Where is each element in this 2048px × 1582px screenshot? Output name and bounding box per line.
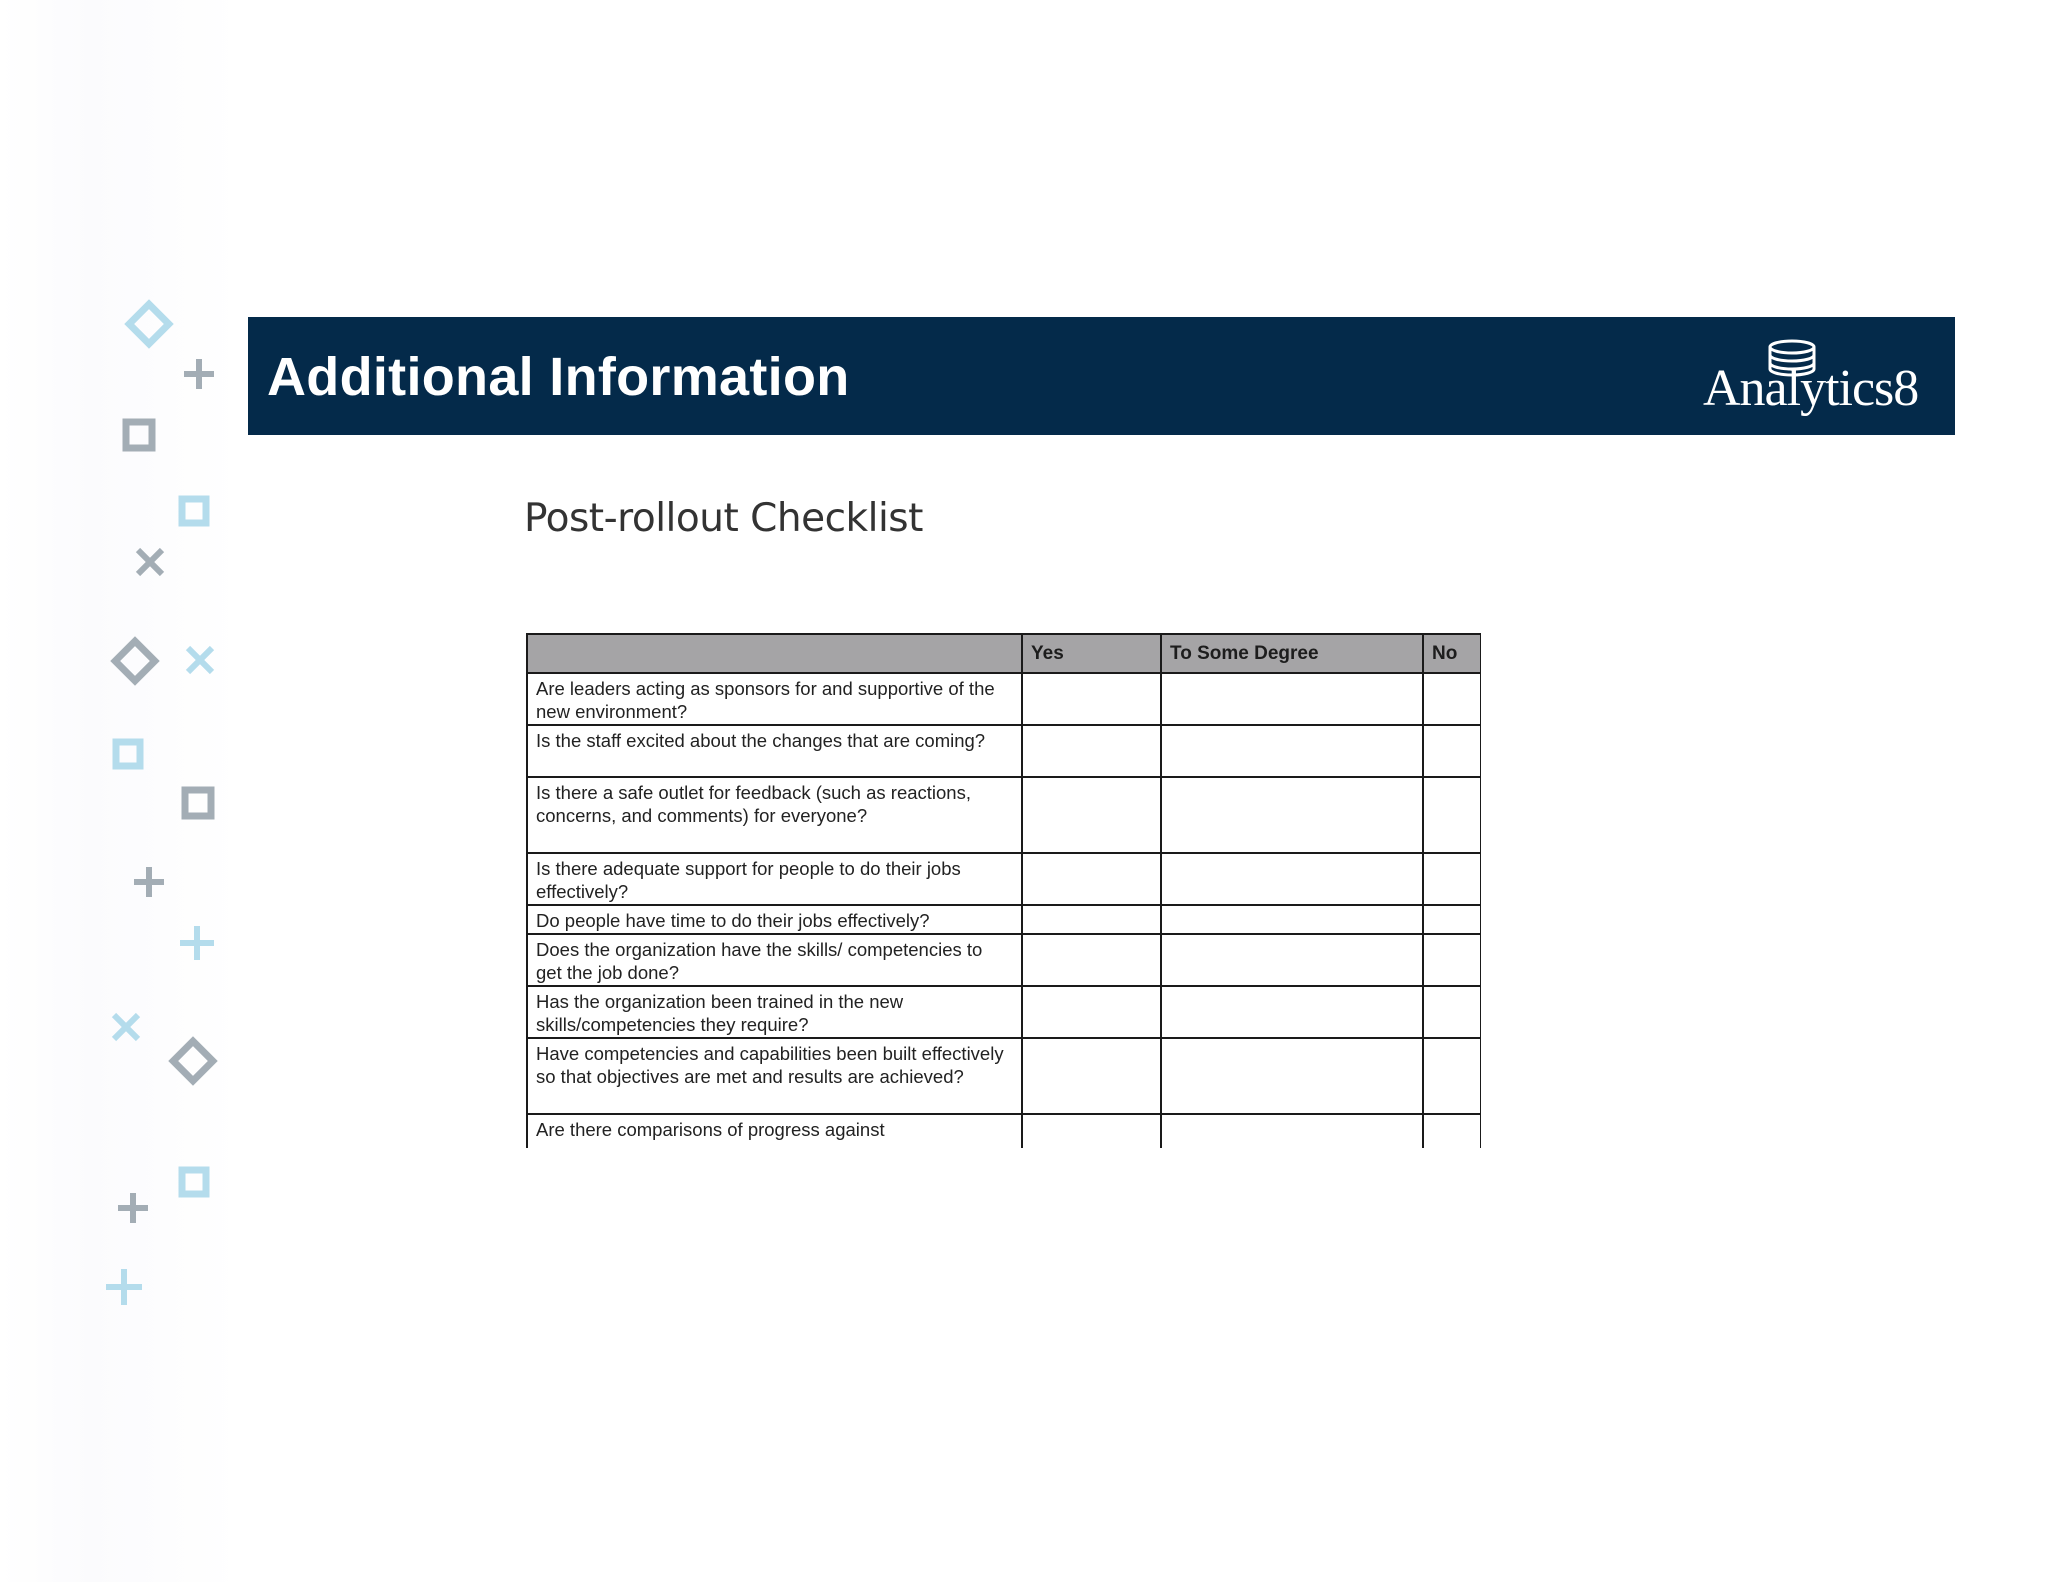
decorative-shapes bbox=[90, 290, 270, 1340]
table-row bbox=[527, 986, 1481, 1038]
yes-cell[interactable] bbox=[1022, 1114, 1161, 1148]
table-header-row bbox=[527, 634, 1481, 673]
diamond-icon bbox=[129, 304, 169, 344]
yes-cell[interactable] bbox=[1022, 777, 1161, 853]
page-title: Additional Information bbox=[267, 347, 850, 407]
column-header-no: No bbox=[1423, 634, 1481, 673]
question-cell: Has the organization been trained in the new skills/competencies they require? bbox=[527, 986, 1022, 1038]
logo-text: Analytics8 bbox=[1703, 360, 1919, 417]
yes-cell[interactable] bbox=[1022, 853, 1161, 905]
no-cell[interactable] bbox=[1423, 673, 1481, 725]
yes-cell[interactable] bbox=[1022, 934, 1161, 986]
no-cell[interactable] bbox=[1423, 1038, 1481, 1114]
square-icon bbox=[116, 742, 140, 766]
header-bar bbox=[248, 317, 1955, 435]
plus-icon bbox=[180, 926, 214, 960]
yes-cell[interactable] bbox=[1022, 1038, 1161, 1114]
yes-cell[interactable] bbox=[1022, 986, 1161, 1038]
table-row bbox=[527, 673, 1481, 725]
table-row bbox=[527, 1038, 1481, 1114]
table-row bbox=[527, 777, 1481, 853]
table-row bbox=[527, 725, 1481, 777]
question-cell: Are leaders acting as sponsors for and supportive of the new environment? bbox=[527, 673, 1022, 725]
question-cell: Are there comparisons of progress against bbox=[527, 1114, 1022, 1148]
column-header-some-degree: To Some Degree bbox=[1161, 634, 1423, 673]
plus-icon bbox=[184, 359, 214, 389]
column-header-question bbox=[527, 634, 1022, 673]
some-degree-cell[interactable] bbox=[1161, 905, 1423, 934]
plus-icon bbox=[118, 1193, 148, 1223]
yes-cell[interactable] bbox=[1022, 673, 1161, 725]
square-icon bbox=[126, 422, 152, 448]
no-cell[interactable] bbox=[1423, 777, 1481, 853]
analytics8-logo bbox=[1703, 339, 1919, 419]
no-cell[interactable] bbox=[1423, 905, 1481, 934]
table-row bbox=[527, 1114, 1481, 1148]
x-icon bbox=[188, 648, 212, 672]
diamond-icon bbox=[173, 1041, 213, 1081]
question-cell: Is the staff excited about the changes that are coming? bbox=[527, 725, 1022, 777]
question-cell: Is there adequate support for people to do their jobs effectively? bbox=[527, 853, 1022, 905]
some-degree-cell[interactable] bbox=[1161, 853, 1423, 905]
square-icon bbox=[185, 790, 211, 816]
section-title: Post-rollout Checklist bbox=[524, 496, 923, 541]
yes-cell[interactable] bbox=[1022, 725, 1161, 777]
some-degree-cell[interactable] bbox=[1161, 934, 1423, 986]
no-cell[interactable] bbox=[1423, 725, 1481, 777]
checklist-table-container bbox=[526, 633, 1481, 1148]
no-cell[interactable] bbox=[1423, 986, 1481, 1038]
question-cell: Have competencies and capabilities been built effectively so that objectives are met and results are achieved? bbox=[527, 1038, 1022, 1114]
square-icon bbox=[182, 499, 206, 523]
some-degree-cell[interactable] bbox=[1161, 725, 1423, 777]
diamond-icon bbox=[115, 641, 155, 681]
yes-cell[interactable] bbox=[1022, 905, 1161, 934]
table-row bbox=[527, 853, 1481, 905]
column-header-yes: Yes bbox=[1022, 634, 1161, 673]
some-degree-cell[interactable] bbox=[1161, 777, 1423, 853]
x-icon bbox=[114, 1015, 138, 1039]
some-degree-cell[interactable] bbox=[1161, 673, 1423, 725]
plus-icon bbox=[134, 867, 164, 897]
question-cell: Does the organization have the skills/ competencies to get the job done? bbox=[527, 934, 1022, 986]
table-row bbox=[527, 905, 1481, 934]
some-degree-cell[interactable] bbox=[1161, 986, 1423, 1038]
checklist-table bbox=[526, 633, 1481, 1148]
no-cell[interactable] bbox=[1423, 853, 1481, 905]
no-cell[interactable] bbox=[1423, 934, 1481, 986]
square-icon bbox=[182, 1170, 206, 1194]
question-cell: Do people have time to do their jobs effectively? bbox=[527, 905, 1022, 934]
question-cell: Is there a safe outlet for feedback (such as reactions, concerns, and comments) for everyone? bbox=[527, 777, 1022, 853]
some-degree-cell[interactable] bbox=[1161, 1038, 1423, 1114]
no-cell[interactable] bbox=[1423, 1114, 1481, 1148]
some-degree-cell[interactable] bbox=[1161, 1114, 1423, 1148]
x-icon bbox=[138, 550, 162, 574]
plus-icon bbox=[106, 1269, 142, 1305]
table-row bbox=[527, 934, 1481, 986]
